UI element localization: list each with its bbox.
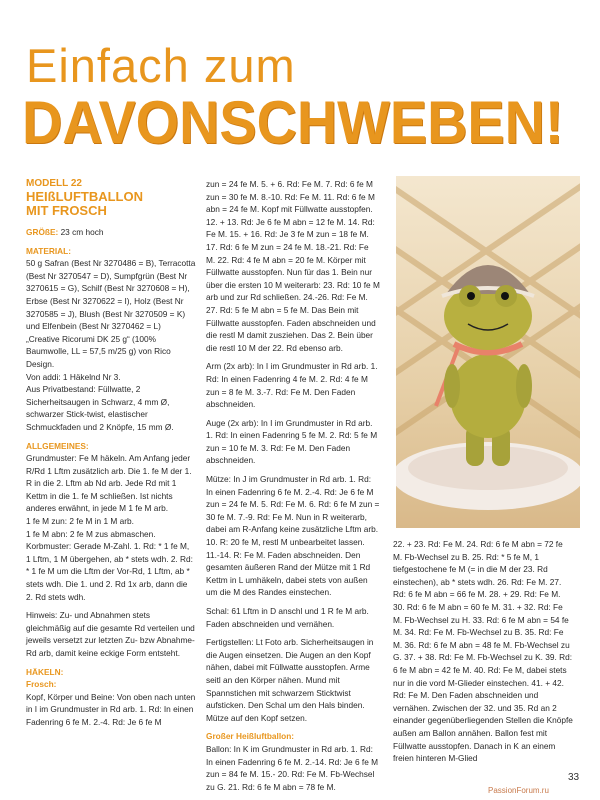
- page-number: 33: [568, 772, 580, 783]
- frog-heading: Frosch:: [26, 679, 57, 690]
- size-line: [26, 226, 196, 239]
- frog-illustration: [396, 176, 580, 528]
- headline-line1: Einfach zum: [26, 39, 296, 92]
- size-heading: GRÖßE:: [26, 227, 59, 237]
- general-text-1: Grundmuster: Fe M häkeln. Am Anfang jeder R/Rd 1 Lftm zusätzlich arb. Die 1. fe M der 1. R in die 2. Lftm ab Nd arb. Jede Rd mit 1 Kettm in die 1. fe M schließen. Ist nichts anderes erwähnt, in jede M 1 fe M arb.: [26, 453, 192, 514]
- model-number: MODELL 22: [26, 178, 82, 189]
- addi-text: Von addi: 1 Häkelnd Nr 3.: [26, 371, 121, 382]
- balloon-text: Ballon: In K im Grundmuster in Rd arb. 1. Rd: In einen Fadenring 6 fe M. 2.-14. Rd: Je 6 fe M zun = 84 fe M. 15.- 20. Rd: Fe M. Fb-Wechsel zu G. 21. Rd: 6 fe M abn = 78 fe M.: [206, 743, 379, 792]
- general-text-2: 1 fe M zun: 2 fe M in 1 M arb.: [26, 516, 134, 527]
- arm-text: Arm (2x arb): In I im Grundmuster in Rd arb. 1. Rd: In einen Fadenring 4 fe M. 2. Rd: 4 fe M zun = 8 fe M. 3.-7. Rd: Fe M. Den Faden abschneiden.: [206, 361, 378, 410]
- frog-photo: [396, 176, 580, 528]
- crochet-heading: HÄKELN:: [26, 666, 64, 677]
- eye-text: Auge (2x arb): In I im Grundmuster in Rd arb. 1. Rd: In einen Fadenring 5 fe M. 2. Rd: 5 fe M zun = 10 fe M. 3. Rd: Fe M. Den Faden abschneiden.: [206, 417, 378, 466]
- general-heading: ALLGEMEINES:: [26, 440, 89, 451]
- col2-text-1: zun = 24 fe M. 5. + 6. Rd: Fe M. 7. Rd: 6 fe M zun = 30 fe M. 8.-10. Rd: Fe M. 11. Rd: 6 fe M abn = 24 fe M. Kopf mit Füllwatte ausstopfen. 12. + 13. Rd: Je 6 fe M abn = 12 fe M. 14. Rd: Fe M. 15. + 16. Rd: Je 3 fe M zun = 18 fe M. 17. Rd: 6 fe M zun = 24 fe M. 18.-21. Rd: Fe M. 22. Rd: 4 fe M abn = 20 fe M. Körper mit Füllwatte ausstopfen. Nun für das 1. Bein nur über die ersten 10 M weiterarb: 23. Rd: 10 fe M arb und zur Rd schließen. 24.-26. Rd: Fe M. 27. Rd: 5 fe M abn = 5 fe M. Das Bein mit Füllwatte ausstopfen. Faden abschneiden und die restl M damit zusziehen. Das 2. Bein über die restl 10 M der 22. Rd ebenso arb.: [206, 179, 380, 353]
- col3-text: 22. + 23. Rd: Fe M. 24. Rd: 6 fe M abn = 72 fe M. Fb-Wechsel zu B. 25. Rd: * 5 fe M, 1 tiefgestochene fe M (= in die M der 23. Rd einstechen), ab * stets wdh. 26. Rd: Fe M. 27. Rd: 6 fe M abn = 66 fe M. 28. + 29. Rd: Fe M. 30. Rd: 6 fe M abn = 60 fe M. 31. + 32. Rd: Fe M. Fb-Wechsel zu H. 33. Rd: 6 fe M abn = 54 fe M. 34. Rd: Fe M. Fb-Wechsel zu B. 35. Rd: Fe M. 36. Rd: 6 fe M abn = 48 fe M. Fb-Wechsel zu G. 37. + 38. Rd: Fe M. Fb-Wechsel zu K. 39. Rd: 6 fe M abn = 42 fe M. 40. Rd: Fe M, dabei stets nur in die vord M-Glieder einstechen. 41. + 42. Rd: Fe M. Den Faden abschneiden und vernähen. Zwischen der 32. und 35. Rd an 2 einander gegenüberliegenden Stellen die Knöpfe außen am Ballon annähen. Ballon fest mit Füllwatte ausstopfen. Danach in K an einem freien hinteren M-Glied: [393, 539, 573, 764]
- material-text: 50 g Safran (Best Nr 3270486 = B), Terracotta (Best Nr 3270547 = D), Sumpfgrün (Best Nr 3270615 = G), Schilf (Best Nr 3270608 = H), Erbse (Best Nr 3270622 = I), Holz (Best Nr 3270585 = J), Blush (Best Nr 3270509 = K) und Elfenbein (Best Nr 3270462 = L) „Creative Ricorumi DK 25 g“ (100% Baumwolle, LL = 57,5 m/25 g) von Rico Design.: [26, 258, 196, 369]
- privat-text: Aus Privatbestand: Füllwatte, 2 Sicherheitsaugen in Schwarz, 4 mm Ø, schwarzer Stick-twist, elastischer Schmuckfaden und 2 Knöpfe, 15 mm Ø.: [26, 384, 174, 432]
- column-2: [206, 178, 380, 793]
- material-heading: MATERIAL:: [26, 245, 72, 256]
- scarf-text: Schal: 61 Lftm in D anschl und 1 R fe M arb. Faden abschneiden und vernähen.: [206, 606, 369, 629]
- model-title: [26, 190, 196, 218]
- finishing-text: Fertigstellen: Lt Foto arb. Sicherheitsaugen in die Augen einsetzen. Die Augen an den Kopf nähen, dabei mit Füllwatte ausstopfen. Arme seitl an den Körper nähen. Mund mit Spannstichen mit schwarzem Sticktwist aufsticken. Den Schal um den Hals binden. Mütze auf den Kopf setzen.: [206, 637, 374, 723]
- general-text-3: 1 fe M abn: 2 fe M zus abmaschen.: [26, 528, 156, 539]
- headline-line2: DAVONSCHWEBEN!: [22, 89, 564, 156]
- general-hint: Hinweis: Zu- und Abnahmen stets gleichmäßig auf die gesamte Rd verteilen und jeweils versetzt zur letzten Zu- bzw Abnahme-Rd arb, damit keine eckige Form entsteht.: [26, 610, 195, 658]
- hat-text: Mütze: In J im Grundmuster in Rd arb. 1. Rd: In einen Fadenring 6 fe M. 2.-4. Rd: Je 6 fe M zun = 24 fe M. 5. Rd: Fe M. 6. Rd: 6 fe M zun = 30 fe M. 7.-9. Rd: Fe M. Nun in R weiterarb, dabei am R-Anfang keine zusätzliche Lftm arb. 10. R: 20 fe M, restl M unbearbeitet lassen. 11.-14. R: Fe M. Faden abschneiden. Den gesamten äußeren Rand der Mütze mit 1 Rd Kettm in L umhäkeln, dabei stets von außen um die M des Randes einstechen.: [206, 474, 380, 598]
- column-3: [393, 538, 573, 765]
- column-1: [26, 178, 196, 729]
- frog-text: Kopf, Körper und Beine: Von oben nach unten in I im Grundmuster in Rd arb. 1. Rd: In einen Fadenring 6 fe M. 2.-4. Rd: Je 6 fe M: [26, 691, 196, 727]
- watermark: PassionForum.ru: [488, 786, 549, 795]
- size-value: 23 cm hoch: [58, 227, 104, 237]
- balloon-heading: Großer Heißluftballon:: [206, 731, 295, 742]
- general-text-4: Korbmuster: Gerade M-Zahl. 1. Rd: * 1 fe M, 1 Lftm, 1 M übergehen, ab * stets wdh. 2. Rd: * 1 fe M um die Lftm der Vor-Rd, 1 Lftm, ab * stets wdh. Die 1. und 2. Rd 1x arb, dann die 2. Rd stets wdh.: [26, 541, 193, 602]
- model-title-line1: HEIßLUFTBALLON: [26, 189, 143, 204]
- model-title-line2: MIT FROSCH: [26, 203, 107, 218]
